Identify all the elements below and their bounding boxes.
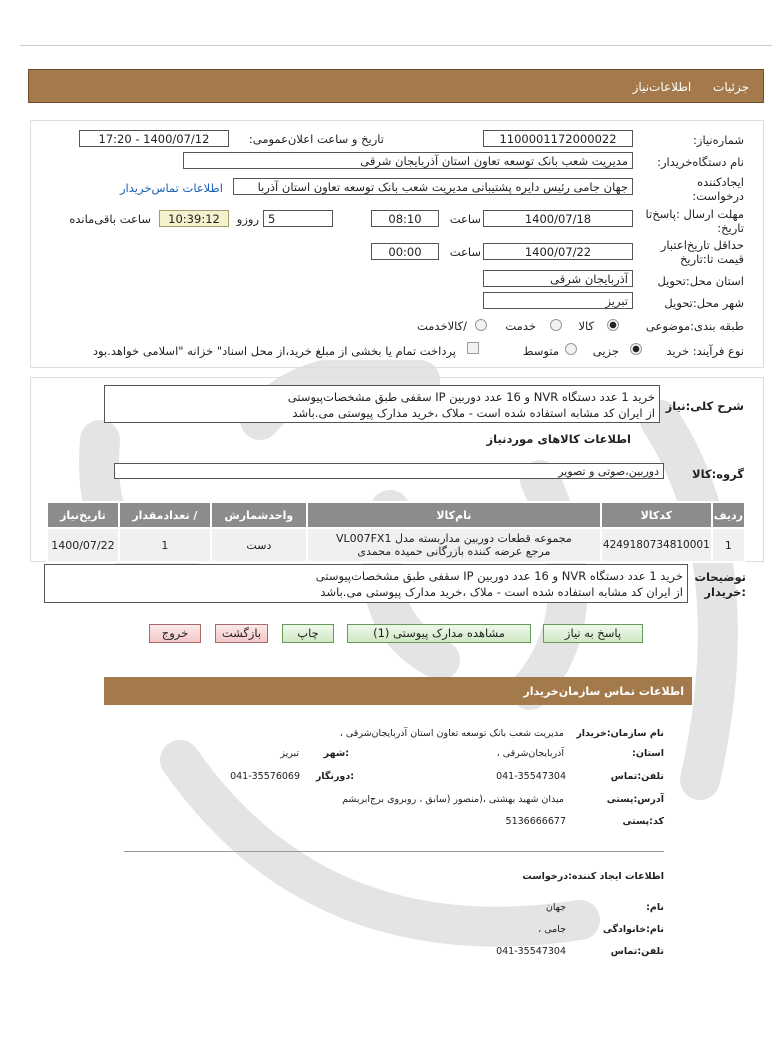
col-row: ردیف (712, 502, 745, 528)
notes-line-2: از ایران کد مشابه استفاده شده است - ملاک ،خرید مدارک پیوستی می.باشد (320, 585, 683, 599)
creator-family-value: جامی ، (538, 924, 566, 935)
buyer-contact-link[interactable]: اطلاعات تماس‌خریدار (120, 181, 223, 195)
remaining-time-field: 10:39:12 (159, 210, 229, 227)
treasury-payment-note: پرداخت تمام یا بخشی از مبلغ خرید،از محل اسناد" خزانه "اسلامی خواهد.بود (92, 344, 456, 358)
goods-table-header (47, 502, 745, 528)
buyer-notes-label-2: :خریدار (704, 585, 746, 599)
cell-date: 1400/07/22 (47, 528, 119, 562)
contact-section-title: اطلاعات تماس سازمان‌خریدار (523, 685, 684, 698)
cell-name-line-1: مجموعه قطعات دوربین مداربسته مدل VL007FX1 (335, 532, 572, 545)
creator-family-label: نام:خانوادگی (602, 924, 664, 935)
creator-name-label: نام: (646, 902, 664, 913)
category-service-label: خدمت (505, 319, 536, 333)
buyer-notes-box (44, 564, 688, 603)
validity-label-2: قیمت تا:تاریخ (679, 252, 744, 266)
category-goods-radio[interactable] (607, 319, 619, 331)
process-type-label: نوع فرآیند: خرید (666, 344, 744, 358)
print-button[interactable]: چاپ (282, 624, 334, 643)
creator-label-1: ایجادکننده (697, 175, 744, 189)
creator-phone-label: تلفن:تماس (610, 946, 664, 957)
buyer-org-label: نام دستگاه‌خریدار: (657, 155, 744, 169)
deadline-label-2: تاریخ: (717, 221, 744, 235)
back-button[interactable]: بازگشت (215, 624, 268, 643)
days-field: 5 (263, 210, 333, 227)
page-header (28, 69, 764, 103)
col-name: نام‌کالا (307, 502, 601, 528)
col-unit: واحدشمارش (211, 502, 307, 528)
creator-name-value: جهان (545, 902, 566, 913)
creator-phone-value: 041-35547304 (496, 946, 566, 957)
postal-code-value: 5136666677 (505, 816, 566, 827)
announce-datetime-field: 1400/07/12 - 17:20 (79, 130, 229, 147)
goods-group-field: دوربین،صوتی و تصویر (114, 463, 664, 479)
summary-box (104, 385, 660, 423)
deadline-date-field: 1400/07/18 (483, 210, 633, 227)
cell-code: 4249180734810001 (601, 528, 712, 562)
process-medium-label: متوسط (522, 344, 559, 358)
tab-details[interactable]: جزئیات (713, 80, 749, 94)
phone-value: 041-35547304 (496, 771, 566, 782)
goods-table (46, 501, 746, 563)
col-code: کدکالا (601, 502, 712, 528)
validity-time-field: 00:00 (371, 243, 439, 260)
buyer-notes-label-1: توضیحات (694, 570, 746, 584)
category-label: طبقه بندی:موضوعی (645, 319, 744, 333)
cell-qty: 1 (119, 528, 211, 562)
goods-section-title: اطلاعات کالاهای موردنیاز (486, 432, 631, 446)
validity-label-1: حداقل تاریخ‌اعتبار (660, 238, 744, 252)
validity-date-field: 1400/07/22 (483, 243, 633, 260)
summary-line-2: از ایران کد مشابه استفاده شده است - ملاک ،خرید مدارک پیوستی می.باشد (292, 406, 655, 420)
announce-label: تاریخ و ساعت اعلان‌عمومی: (248, 132, 384, 146)
buyer-org-field: مدیریت شعب بانک توسعه تعاون استان آذربایجان شرقی (183, 152, 633, 169)
remaining-time-label: ساعت باقی‌مانده (69, 212, 151, 226)
city-field: تبریز (483, 292, 633, 309)
city-value-2: تبریز (280, 748, 299, 759)
org-name-label: نام سازمان:خریدار (576, 728, 664, 739)
cell-unit: دست (211, 528, 307, 562)
postal-code-label: کد:پستی (622, 816, 664, 827)
fax-value: 041-35576069 (230, 771, 300, 782)
validity-time-label: ساعت (449, 245, 481, 259)
province-label: استان محل:تحویل (657, 274, 744, 288)
process-medium-radio[interactable] (565, 343, 577, 355)
process-partial-radio[interactable] (630, 343, 642, 355)
summary-line-1: خرید 1 عدد دستگاه NVR و 16 عدد دوربین IP سقفی طبق مشخصات‌پیوستی (287, 390, 655, 404)
deadline-label-1: مهلت ارسال :پاسخ‌تا (645, 207, 744, 221)
cell-row: 1 (712, 528, 745, 562)
goods-group-label: گروه:کالا (692, 467, 744, 481)
province-value-2: آذربایجان‌شرقی ، (496, 748, 564, 759)
city-label-2: :شهر (323, 748, 349, 759)
need-number-field: 1100001172000022 (483, 130, 633, 147)
org-name-value: مدیریت شعب بانک توسعه تعاون استان آذربایجان‌شرقی ، (339, 728, 564, 739)
category-goods-service-label: /کالاخدمت (416, 319, 467, 333)
category-goods-service-radio[interactable] (475, 319, 487, 331)
creator-label-2: درخواست: (692, 189, 744, 203)
col-qty: / تعدادمقدار (119, 502, 211, 528)
deadline-time-label: ساعت (449, 212, 481, 226)
days-label: روزو (236, 212, 259, 226)
table-row (47, 528, 745, 562)
col-date: تاریخ‌نیاز (47, 502, 119, 528)
tab-need-info[interactable]: اطلاعات‌نیاز (632, 80, 692, 94)
deadline-time-field: 08:10 (371, 210, 439, 227)
category-goods-label: کالا (578, 319, 594, 333)
treasury-payment-checkbox[interactable] (467, 342, 479, 354)
province-field: آذربایجان شرقی (483, 270, 633, 287)
creator-info-title: اطلاعات ایجاد کننده:درخواست (522, 871, 664, 882)
city-label: شهر محل:تحویل (664, 296, 744, 310)
contact-divider (124, 851, 664, 852)
phone-label: تلفن:تماس (610, 771, 664, 782)
address-value: میدان شهید بهشتی ،(منصور (سابق ، روبروی برج‌ابریشم (342, 794, 564, 805)
reply-button[interactable]: پاسخ به نیاز (543, 624, 643, 643)
category-service-radio[interactable] (550, 319, 562, 331)
summary-label: شرح کلی:نیاز (665, 399, 744, 413)
exit-button[interactable]: خروج (149, 624, 201, 643)
view-attachments-button[interactable]: مشاهده مدارک پیوستی (1) (347, 624, 531, 643)
province-label-2: استان: (632, 748, 664, 759)
top-divider (20, 45, 772, 46)
fax-label: :دورنگار (315, 771, 354, 782)
cell-name-line-2: مرجع عرضه کننده بازرگانی حمیده محمدی (357, 545, 551, 558)
cell-name (307, 528, 601, 562)
address-label: آدرس:پستی (606, 794, 664, 805)
notes-line-1: خرید 1 عدد دستگاه NVR و 16 عدد دوربین IP سقفی طبق مشخصات‌پیوستی (315, 569, 683, 583)
creator-field: جهان جامی رئیس دایره پشتیبانی مدیریت شعب بانک توسعه تعاون استان آذربا (233, 178, 633, 195)
process-partial-label: جزیی (592, 344, 619, 358)
contact-section-header (104, 677, 692, 705)
need-number-label: شماره‌نیاز: (693, 133, 744, 147)
